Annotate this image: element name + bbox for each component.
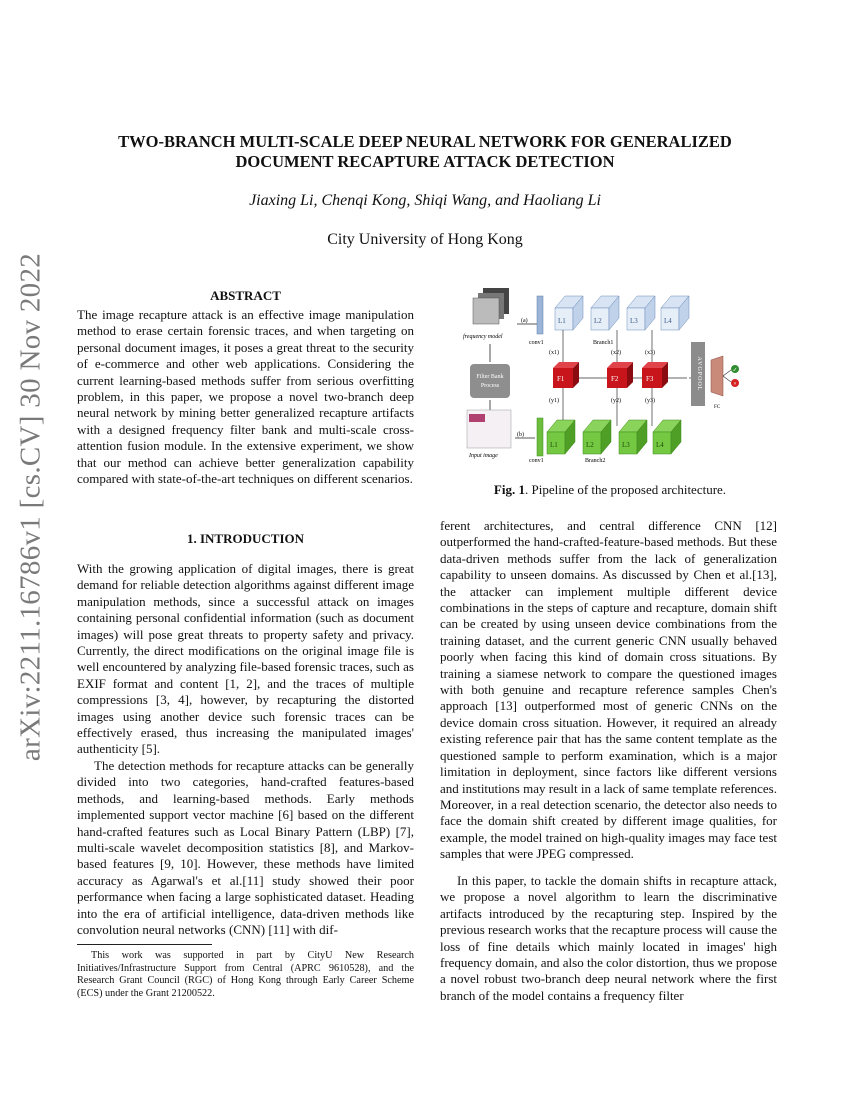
paper-title [80, 132, 770, 172]
arrow-label-b: (b) [517, 432, 524, 438]
input-image-stripe [469, 414, 485, 422]
architecture-figure [455, 286, 770, 466]
abstract-heading: ABSTRACT [210, 288, 281, 303]
conv1-bottom-block [537, 418, 543, 456]
fusion-F2: F2 [611, 375, 619, 383]
freq-image-front [473, 298, 499, 324]
abstract-text: The image recapture attack is an effective image manipulation method to erase certain forensic traces, and when targeting on personal document images, it poses a great threat to the security of e-commerce and other web applications. Considering the current learning-based methods suffer from serious overfitting problem, in this paper, we propose a novel two-branch deep neural network by mining better generalized recapture artifacts with a designed frequency filter bank and multi-scale cross-attention fusion module. In the extensive experiment, we show that our method can achieve better generalization capability compared with state-of-the-art techniques on different scenarios. [77, 307, 414, 487]
introduction-heading: 1. INTRODUCTION [186, 531, 304, 546]
authors: Jiaxing Li, Chenqi Kong, Shiqi Wang, and Haoliang Li [249, 192, 601, 209]
fc-block [711, 356, 723, 396]
arxiv-id: arXiv:2211.16786v1 [cs.CV] 30 Nov 2022 [14, 252, 47, 762]
conv1-top-block [537, 296, 543, 334]
fc-out-recapture [723, 376, 731, 382]
branch2-L2: L2 [586, 441, 594, 449]
branch2-label: Branch2 [585, 458, 606, 464]
title-line-1: TWO-BRANCH MULTI-SCALE DEEP NEURAL NETWORK FOR GENERALIZED [118, 132, 732, 151]
branch1-label: Branch1 [593, 340, 614, 346]
arrow-label-a: (a) [521, 318, 528, 324]
fc-label: FC [713, 405, 721, 410]
branch2-L3: L3 [622, 441, 630, 449]
intro-paragraph-1: With the growing application of digital images, there is great demand for reliable detection algorithms against different image manipulation methods, since a successful attack on images containing personal confidential information (such as document images) will pose great threats to property safety and privacy. Currently, the direct modifications on the original image file is well encountered by analyzing file-based forensic traces, such as EXIF format and content [1, 2], and the traces of multiple compressions [3, 4], however, by recapturing the distorted images using another device such forensic traces can be effectively erased, thus increasing the manipulated images' authenticity [5]. [77, 561, 414, 757]
footnote: This work was supported in part by CityU New Research Initiatives/Infrastructure Support from Central (APRC 9610528), and the Research Grant Council (RGC) of Hong Kong through Early Career Scheme (ECS) under the Grant 21200522. [77, 950, 414, 999]
branch1-L2: L2 [594, 317, 602, 325]
conv1-top-label: conv1 [529, 340, 544, 346]
check-glyph-icon: ✓ [732, 367, 738, 374]
title-line-2: DOCUMENT RECAPTURE ATTACK DETECTION [235, 152, 615, 171]
x2-label: (x2) [611, 350, 621, 356]
intro-paragraph-4: In this paper, to tackle the domain shifts in recapture attack, we propose a novel algorithm to learn the discriminative artifacts introduced by the recapturing step. Inspired by the previous research works that the recapture process will cause the loss of fine details which mainly located in images' high frequency domain, and also the color distortion, thus we propose a novel robust two-branch deep neural network where the first branch of the model contains a frequency filter [440, 873, 777, 1003]
y3-label: (y3) [645, 398, 655, 404]
freq-model-label: frequency model [463, 334, 503, 340]
affiliation: City University of Hong Kong [327, 231, 523, 248]
conv1-bottom-label: conv1 [529, 458, 544, 464]
y2-label: (y2) [611, 398, 621, 404]
x3-label: (x3) [645, 350, 655, 356]
branch1-L4: L4 [664, 317, 672, 325]
fc-out-genuine [723, 370, 731, 376]
filter-bank-label: Filter Bank [476, 374, 504, 380]
input-image-label: Input image [469, 453, 498, 459]
fusion-F3: F3 [646, 375, 654, 383]
fusion-F1: F1 [557, 375, 565, 383]
intro-paragraph-2: The detection methods for recapture attacks can be generally divided into two categories, hand-crafted features-based methods, and learning-based methods. Early methods implemented support vector machine [6] based on the different hand-crafted features such as Local Binary Pattern (LBP) [7], multi-scale wavelet decomposition statistics [8], and Markov-based features [9, 10]. However, these methods have limited accuracy as Agarwal's et al.[11] study showed their poor performance when facing a large sophisticated dataset. Heading into the era of artificial intelligence, data-driven methods like convolution neural networks (CNN) [11] with dif- [77, 758, 414, 938]
y1-label: (y1) [549, 398, 559, 404]
intro-paragraph-3: ferent architectures, and central difference CNN [12] outperformed the hand-crafted-feature-based methods. But these data-driven methods suffer from the lack of generalization capability to unseen domains. As discussed by Chen et al.[13], the attacker can implement multiple different device combinations in the steps of capture and recapture, domain shift can be created by using unseen device combinations from the training dataset, and the current generic CNN usually behaved poorly when facing this kind of domain cross situations. By training a siamese network to compare the questioned images with both genuine and recapture reference samples Chen's approach [13] outperformed most of generic CNNs on the device domain cross situation. However, it required an already existing reference pair that has the same content template as the questioned sample to perform examination, which is a major limitation in deployment, since factors like different versions and institutions may result in a lack of same template references. Moreover, in a real detection scenario, the detector also needs to face the domain shift created by different image qualities, for example, the model trained on high-quality images may face test samples that were JPEG compressed. [440, 518, 777, 862]
filter-bank-box [470, 364, 510, 398]
figure-caption-label: Fig. 1 [493, 482, 525, 497]
avgpool-label: AVGPOOL [696, 356, 702, 392]
process-label: Process [480, 383, 500, 389]
branch2-L1: L1 [550, 441, 558, 449]
arxiv-stamp [14, 252, 48, 762]
branch1-L1: L1 [558, 317, 566, 325]
figure-caption [440, 482, 780, 498]
branch1-L3: L3 [630, 317, 638, 325]
branch2-L4: L4 [656, 441, 664, 449]
cross-glyph-icon: × [733, 381, 737, 388]
footnote-rule [77, 944, 212, 945]
x1-label: (x1) [549, 350, 559, 356]
figure-caption-text: . Pipeline of the proposed architecture. [524, 482, 727, 497]
